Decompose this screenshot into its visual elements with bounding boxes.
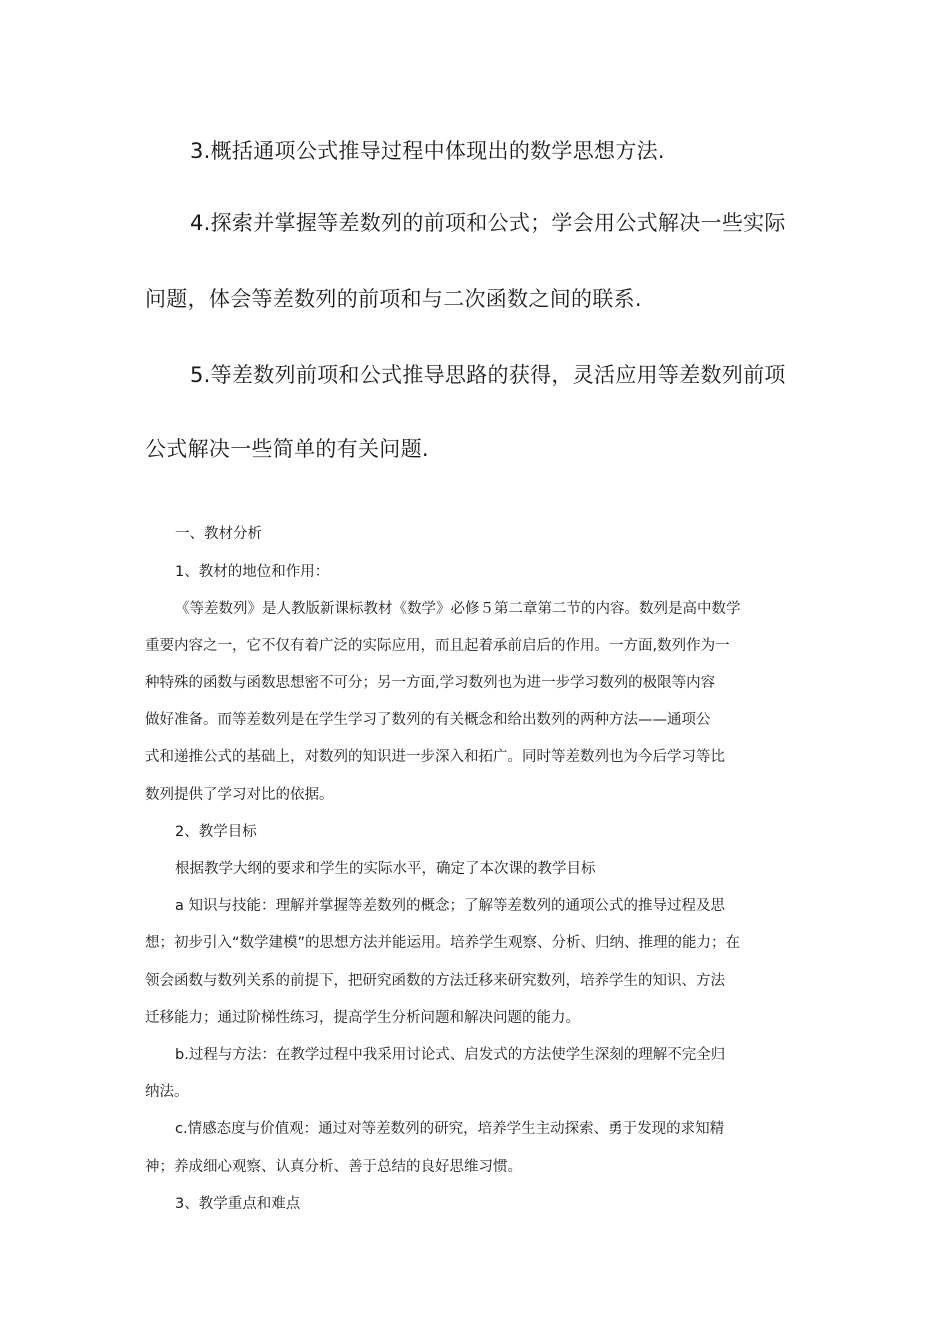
- goal-a-line: 迁移能力；通过阶梯性练习，提高学生分析问题和解决问题的能力。: [145, 1010, 580, 1026]
- goal-b-line: b.过程与方法：在教学过程中我采用讨论式、启发式的方法使学生深刻的理解不完全归: [175, 1047, 726, 1063]
- goal-c-line: c.情感态度与价值观：通过对等差数列的研究，培养学生主动探索、勇于发现的求知精: [175, 1121, 725, 1137]
- section-heading: 一、教材分析: [175, 526, 262, 542]
- paragraph-line: 重要内容之一，它不仅有着广泛的实际应用，而且起着承前启后的作用。一方面,数列作为一: [145, 638, 730, 654]
- goal-b-line: 纳法。: [145, 1084, 189, 1100]
- paragraph-line: 式和递推公式的基础上，对数列的知识进一步深入和拓广。同时等差数列也为今后学习等比: [145, 749, 725, 765]
- goals-intro: 根据教学大纲的要求和学生的实际水平，确定了本次课的教学目标: [175, 861, 596, 877]
- objective-4-line-1: 4.探索并掌握等差数列的前项和公式；学会用公式解决一些实际: [190, 211, 786, 235]
- subheading-key-points: 3、教学重点和难点: [175, 1196, 301, 1212]
- paragraph-line: 数列提供了学习对比的依据。: [145, 787, 334, 803]
- subheading-role: 1、教材的地位和作用：: [175, 564, 330, 580]
- goal-c-line: 神；养成细心观察、认真分析、善于总结的良好思维习惯。: [145, 1159, 522, 1175]
- paragraph-line: 做好准备。而等差数列是在学生学习了数列的有关概念和给出数列的两种方法——通项公: [145, 712, 711, 728]
- paragraph-line: 《等差数列》是人教版新课标教材《数学》必修５第二章第二节的内容。数列是高中数学: [175, 601, 741, 617]
- goal-a-line: 领会函数与数列关系的前提下，把研究函数的方法迁移来研究数列，培养学生的知识、方法: [145, 973, 725, 989]
- objective-5-line-2: 公式解决一些简单的有关问题.: [145, 437, 429, 461]
- subheading-goals: 2、教学目标: [175, 824, 257, 840]
- objective-3: 3.概括通项公式推导过程中体现出的数学思想方法.: [190, 139, 665, 163]
- objective-5-line-1: 5.等差数列前项和公式推导思路的获得，灵活应用等差数列前项: [190, 363, 786, 387]
- objective-4-line-2: 问题，体会等差数列的前项和与二次函数之间的联系.: [145, 287, 642, 311]
- paragraph-line: 种特殊的函数与函数思想密不可分；另一方面,学习数列也为进一步学习数列的极限等内容: [145, 675, 716, 691]
- goal-a-line: 想；初步引入“数学建模”的思想方法并能运用。培养学生观察、分析、归纳、推理的能力；在: [145, 935, 741, 951]
- goal-a-line: a 知识与技能：理解并掌握等差数列的概念；了解等差数列的通项公式的推导过程及思: [175, 898, 725, 914]
